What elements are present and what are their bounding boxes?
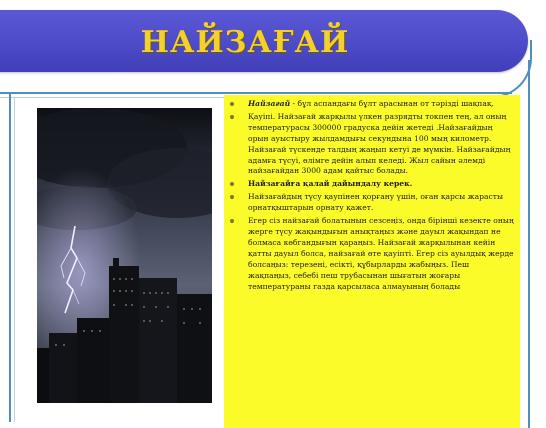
text-box — [224, 95, 520, 428]
title-banner — [0, 10, 528, 72]
bullet-list — [228, 99, 514, 292]
lightning-city-photo — [37, 108, 212, 403]
decorative-line-top — [0, 92, 512, 94]
decorative-line-right — [528, 60, 530, 428]
bullet-text: Найзағайдың түсу қаупінен қорғану үшін, оған қарсы жарасты орнатқыштарын орнату қажет. — [248, 192, 503, 213]
bullet-text: Егер сіз найзағай болатынын сезсеңіз, онда бірінші кезекте оның жерге түсу жақындығын анықтаңыз және дауыл жақындап не болмаса көбгандығын қараңыз. Найзағай жарқылынан кейін қатты дауыл болса, найзағай өте қауіпті. Егер сіз ауылдық жерде болсаңыз: терезені, есікті, құбырларды жабыңыз. Пеш жақпаңыз, себебі пеш трубасынан шығатын жоғары температураны газда қарсыласа алмауының болады — [248, 216, 514, 291]
bullet-lead: Найзағайға қалай дайындалу керек. — [248, 179, 413, 189]
decorative-line-left-thin — [14, 98, 15, 422]
bullet-item — [228, 216, 514, 292]
bullet-item — [228, 99, 514, 110]
bullet-text: Қауіпі. Найзағай жарқылы үлкен разрядты токпен тең, ал оның температурасы 300000 градуска дейін жетеді .Найзағайдың орын ауыстыру жылдамдығы секундына 100 мың километр. Найзағай түскенде талдың жаңып кетуі де мүмкін. Найзағайдың адамға түсуі, өлімге дейін алып келеді. Жыл сайын әлемді найзағайдан 3000 адам қайтыс болады. — [248, 111, 511, 176]
bullet-icon — [230, 115, 234, 119]
slide-title: НАЙЗАҒАЙ — [140, 25, 350, 60]
bullet-lead: Найзағай — [248, 99, 291, 108]
bullet-icon — [230, 182, 234, 186]
decorative-arc — [470, 40, 532, 98]
bullet-item — [228, 192, 514, 214]
bullet-item — [228, 112, 514, 177]
bullet-text: - бұл аспандағы бұлт арасынан от тәрізді шақпақ. — [290, 99, 494, 108]
decorative-line-left — [9, 92, 11, 422]
bullet-icon — [230, 195, 234, 199]
bullet-item — [228, 179, 514, 190]
bullet-icon — [230, 102, 234, 106]
bullet-icon — [230, 219, 234, 223]
